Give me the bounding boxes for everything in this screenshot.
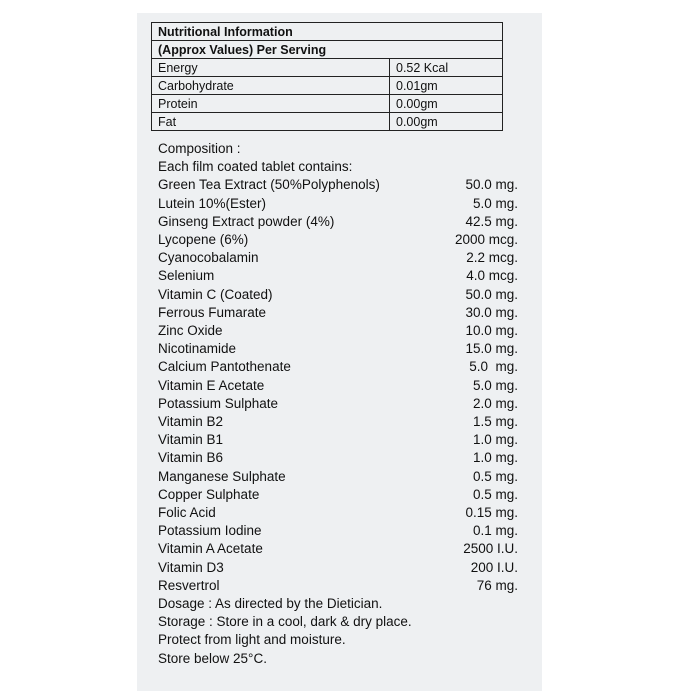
nutrient-name: Protein (152, 95, 390, 113)
nutrient-name: Fat (152, 113, 390, 131)
ingredient-row (158, 213, 518, 231)
ingredient-row (158, 559, 518, 577)
ingredient-name: Vitamin A Acetate (158, 541, 263, 557)
ingredient-row (158, 358, 518, 376)
ingredient-amount: 15.0 mg. (465, 341, 518, 357)
ingredient-row (158, 267, 518, 285)
nutrient-value: 0.01gm (390, 77, 503, 95)
ingredient-amount: 2500 I.U. (463, 541, 518, 557)
composition-intro: Each film coated tablet contains: (158, 159, 353, 175)
ingredient-amount: 5.0 mg. (472, 377, 518, 393)
ingredient-name: Manganese Sulphate (158, 468, 286, 484)
nutrition-subtitle: (Approx Values) Per Serving (152, 41, 503, 59)
ingredient-name: Vitamin D3 (158, 559, 224, 575)
ingredient-name: Vitamin C (Coated) (158, 286, 273, 302)
ingredient-row (158, 395, 518, 413)
nutrient-name: Carbohydrate (152, 77, 390, 95)
ingredient-row (158, 195, 518, 213)
ingredient-name: Resvertrol (158, 577, 220, 593)
ingredient-list (158, 176, 518, 595)
nutrition-title: Nutritional Information (152, 23, 503, 41)
ingredient-amount: 0.1 mg. (472, 523, 518, 539)
ingredient-row (158, 340, 518, 358)
ingredient-amount: 5.0 mg. (472, 195, 518, 211)
ingredient-name: Copper Sulphate (158, 486, 260, 502)
ingredient-amount: 10.0 mg. (465, 323, 518, 339)
nutrition-row (152, 113, 503, 131)
ingredient-row (158, 486, 518, 504)
ingredient-amount: 200 I.U. (470, 559, 518, 575)
ingredient-amount: 0.5 mg. (472, 486, 518, 502)
ingredient-amount: 0.15 mg. (465, 505, 518, 521)
ingredient-name: Lutein 10%(Ester) (158, 195, 267, 211)
ingredient-name: Ferrous Fumarate (158, 304, 267, 320)
ingredient-row (158, 504, 518, 522)
ingredient-name: Potassium Iodine (158, 523, 262, 539)
composition-section (158, 140, 518, 668)
ingredient-amount: 50.0 mg. (465, 177, 518, 193)
ingredient-row (158, 540, 518, 558)
ingredient-amount: 76 mg. (476, 577, 518, 593)
ingredient-name: Potassium Sulphate (158, 395, 279, 411)
ingredient-name: Vitamin B2 (158, 414, 224, 430)
dosage-text: Dosage : As directed by the Dietician. (158, 596, 383, 612)
ingredient-amount: 30.0 mg. (465, 304, 518, 320)
ingredient-amount: 2000 mcg. (454, 232, 518, 248)
ingredient-row (158, 322, 518, 340)
ingredient-name: Calcium Pantothenate (158, 359, 291, 375)
ingredient-amount: 1.0 mg. (472, 450, 518, 466)
ingredient-row (158, 449, 518, 467)
nutrition-row (152, 59, 503, 77)
nutrition-row (152, 95, 503, 113)
ingredient-name: Vitamin B6 (158, 450, 224, 466)
nutrient-value: 0.00gm (390, 95, 503, 113)
nutrition-row (152, 77, 503, 95)
ingredient-name: Folic Acid (158, 505, 216, 521)
ingredient-name: Cyanocobalamin (158, 250, 259, 266)
ingredient-name: Vitamin E Acetate (158, 377, 265, 393)
ingredient-amount: 1.0 mg. (472, 432, 518, 448)
ingredient-row (158, 522, 518, 540)
ingredient-row (158, 286, 518, 304)
ingredient-amount: 5.0 mg. (469, 359, 518, 375)
ingredient-row (158, 431, 518, 449)
ingredient-row (158, 249, 518, 267)
composition-heading: Composition : (158, 141, 241, 156)
ingredient-amount: 50.0 mg. (465, 286, 518, 302)
ingredient-name: Selenium (158, 268, 215, 284)
storage-line: Store below 25°C. (158, 650, 267, 666)
ingredient-name: Lycopene (6%) (158, 232, 249, 248)
ingredient-amount: 42.5 mg. (465, 213, 518, 229)
ingredient-name: Nicotinamide (158, 341, 237, 357)
ingredient-name: Vitamin B1 (158, 432, 224, 448)
ingredient-row (158, 377, 518, 395)
ingredient-amount: 4.0 mcg. (466, 268, 518, 284)
ingredient-row (158, 577, 518, 595)
nutrition-table (151, 22, 503, 131)
ingredient-amount: 2.2 mcg. (466, 250, 518, 266)
ingredient-row (158, 304, 518, 322)
ingredient-name: Ginseng Extract powder (4%) (158, 213, 335, 229)
ingredient-row (158, 468, 518, 486)
ingredient-amount: 0.5 mg. (472, 468, 518, 484)
ingredient-row (158, 176, 518, 194)
ingredient-name: Zinc Oxide (158, 323, 223, 339)
nutrient-name: Energy (152, 59, 390, 77)
ingredient-amount: 1.5 mg. (472, 414, 518, 430)
storage-line: Protect from light and moisture. (158, 632, 346, 648)
nutrient-value: 0.00gm (390, 113, 503, 131)
ingredient-amount: 2.0 mg. (472, 395, 518, 411)
ingredient-row (158, 413, 518, 431)
ingredient-row (158, 231, 518, 249)
nutrient-value: 0.52 Kcal (390, 59, 503, 77)
storage-line: Storage : Store in a cool, dark & dry place. (158, 614, 412, 630)
ingredient-name: Green Tea Extract (50%Polyphenols) (158, 177, 380, 193)
